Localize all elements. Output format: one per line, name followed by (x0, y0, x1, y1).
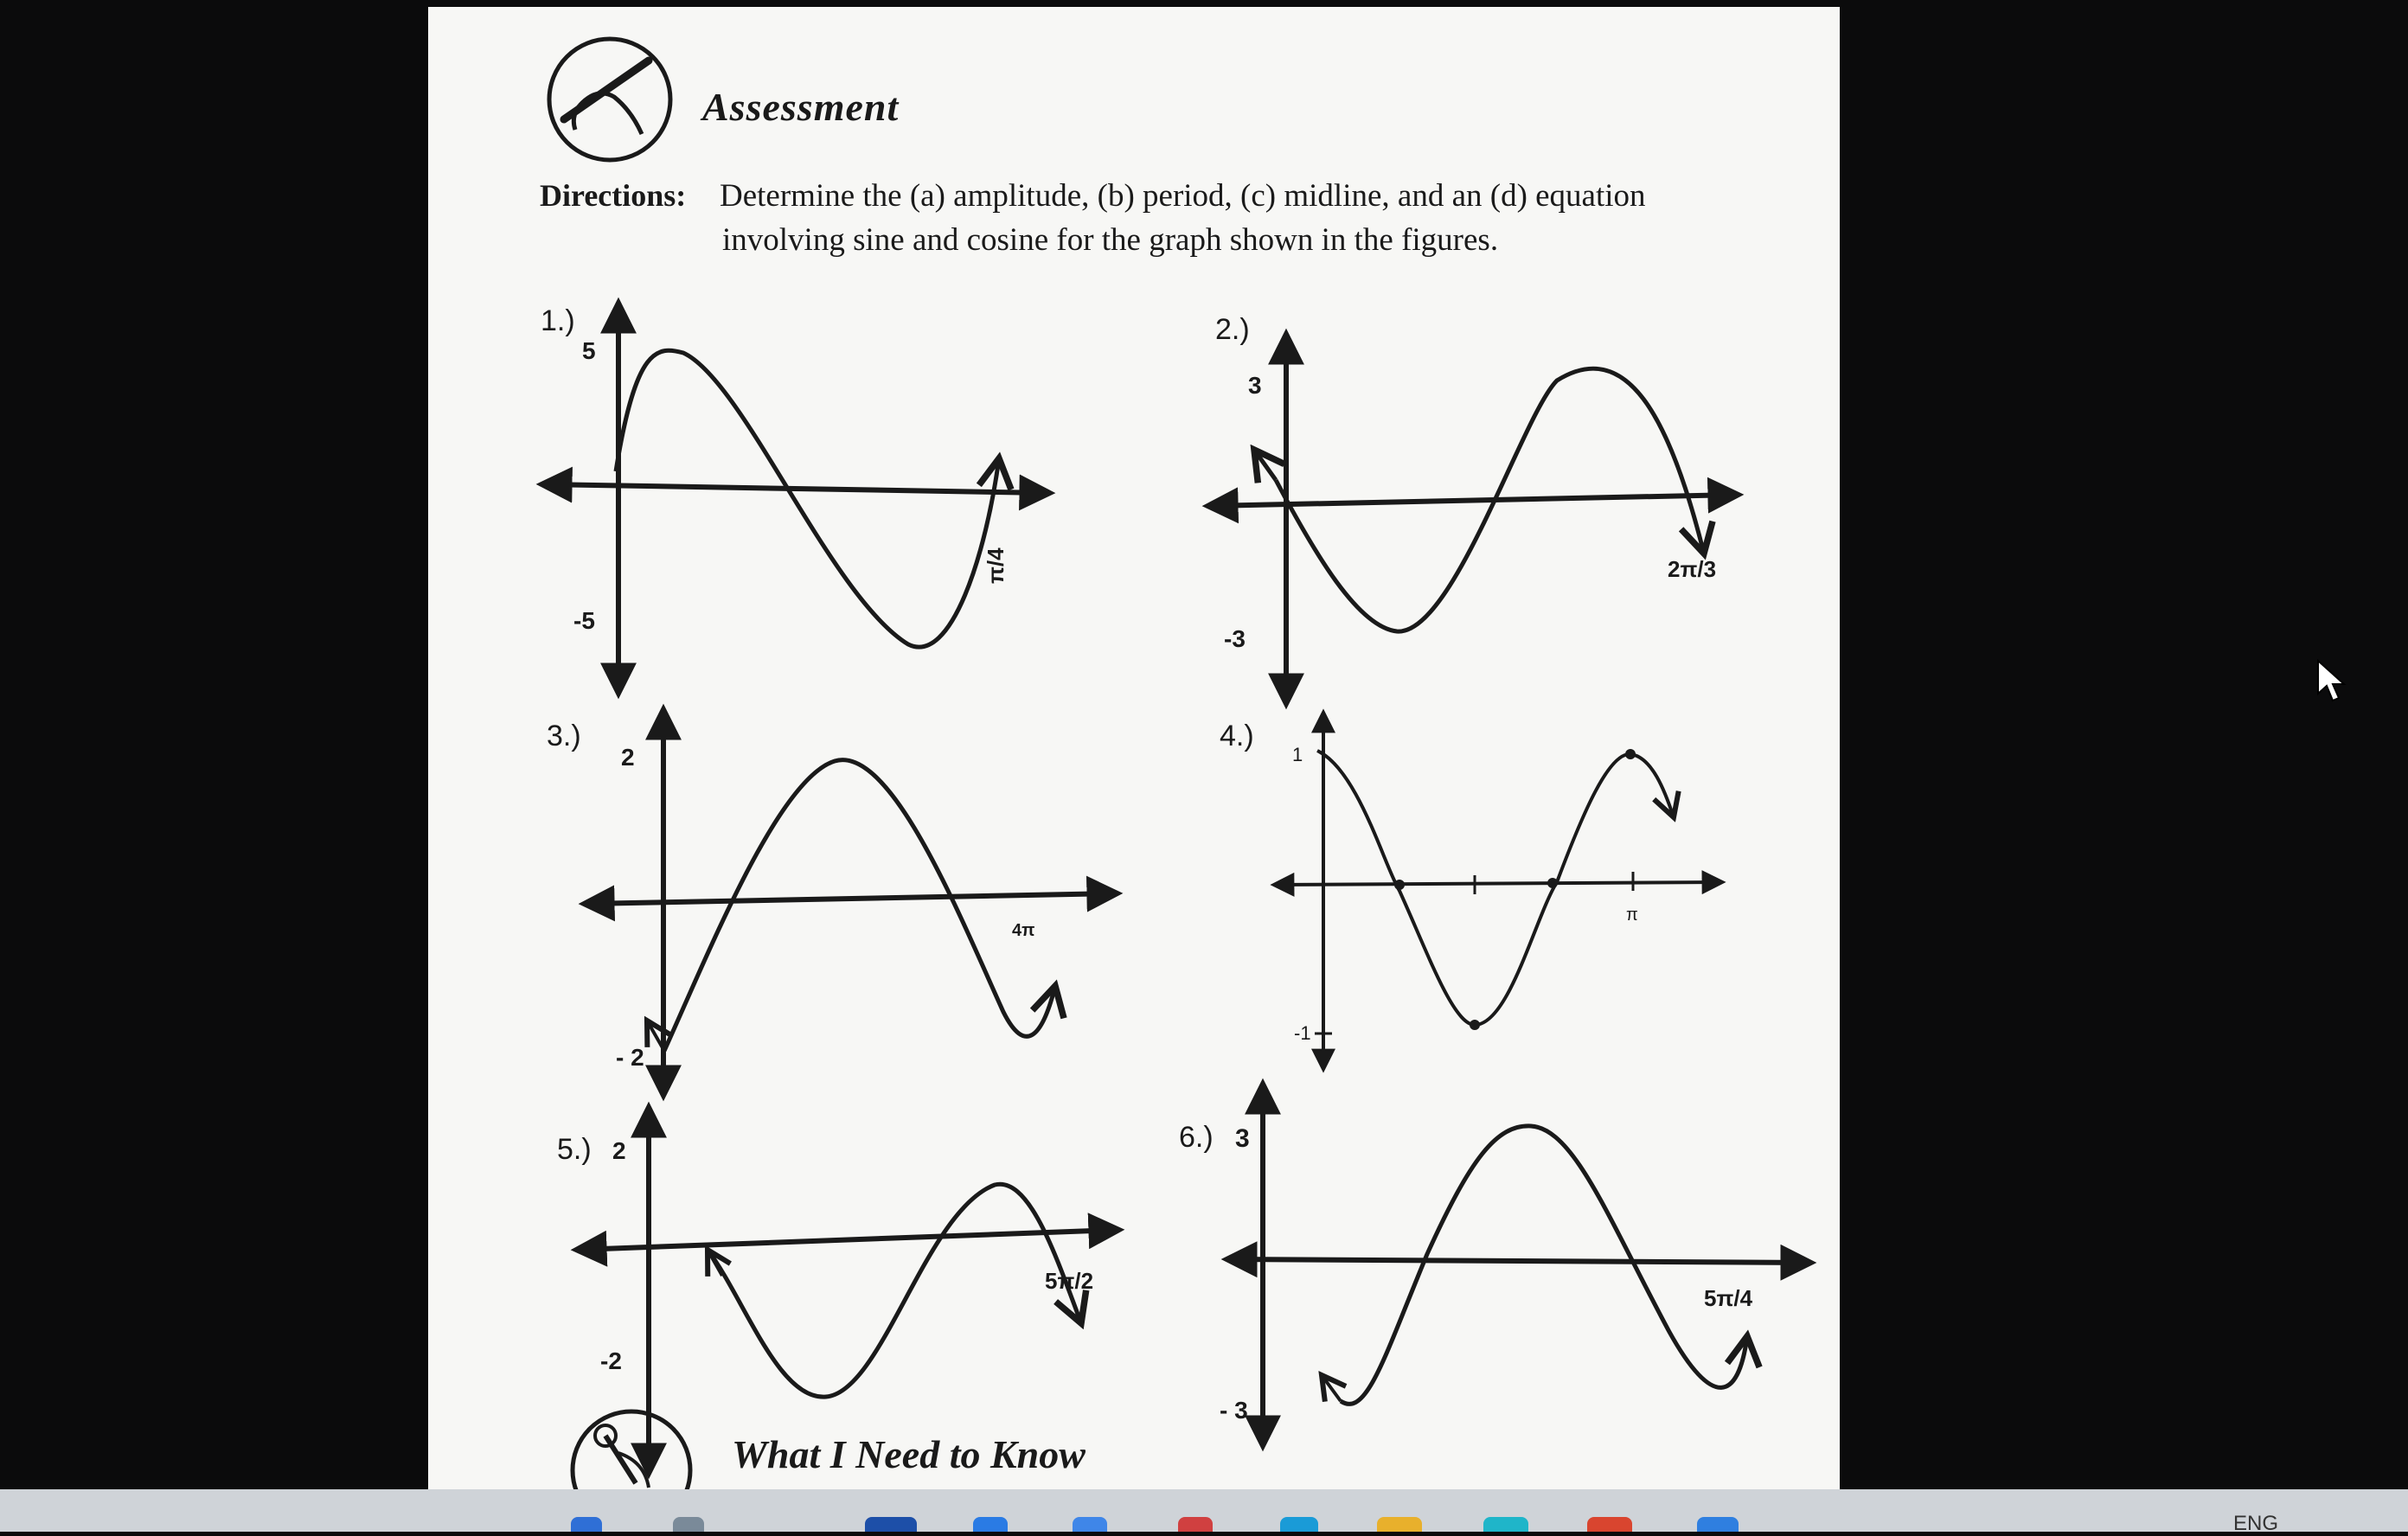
taskbar-app-icon[interactable] (1587, 1517, 1632, 1532)
graph-4-curve (1317, 751, 1674, 1025)
graph-4-label: 4.) (1220, 720, 1254, 752)
taskbar-app-icon[interactable] (1377, 1517, 1422, 1532)
graph-2-xtick: 2π/3 (1668, 556, 1717, 582)
graph-2 (1209, 313, 1737, 702)
taskbar-app-icon[interactable] (571, 1517, 602, 1532)
graph-4-xtick: π (1626, 906, 1638, 925)
taskbar-app-icon[interactable] (1073, 1517, 1107, 1532)
graph-2-label: 2.) (1215, 313, 1250, 346)
graph-3-ytick-bottom: - 2 (616, 1044, 644, 1071)
graph-1-curve (616, 350, 999, 647)
what-i-need-to-know-title: What I Need to Know (732, 1432, 1086, 1476)
graph-1 (541, 304, 1048, 692)
graph-1-ytick-top: 5 (582, 337, 596, 364)
graph-5-x-axis (578, 1230, 1118, 1250)
language-indicator[interactable]: ENG (2233, 1512, 2279, 1535)
taskbar-app-icon[interactable] (1697, 1517, 1739, 1532)
graph-5-xtick: 5π/2 (1045, 1268, 1094, 1294)
taskbar (0, 1489, 2408, 1532)
taskbar-app-icon[interactable] (1178, 1517, 1213, 1532)
graph-3-curve (664, 760, 1055, 1051)
graph-2-ytick-top: 3 (1248, 372, 1262, 399)
graph-6-ytick-bottom: - 3 (1220, 1397, 1248, 1424)
graph-1-xtick: π/4 (983, 547, 1009, 584)
graph-3-label: 3.) (547, 720, 581, 752)
graph-6-ytick-top: 3 (1235, 1124, 1250, 1153)
graph-6 (1179, 1085, 1809, 1444)
graph-5-label: 5.) (557, 1133, 592, 1166)
graph-6-curve (1341, 1126, 1747, 1404)
graph-2-ytick-bottom: -3 (1224, 625, 1246, 652)
assessment-title: Assessment (702, 85, 900, 129)
taskbar-app-icon[interactable] (673, 1517, 704, 1532)
graph-3 (547, 711, 1116, 1094)
graph-5-curve (708, 1184, 1081, 1397)
taskbar-app-icon[interactable] (973, 1517, 1008, 1532)
directions-text-line-1: Determine the (a) amplitude, (b) period, (c) midline, and an (d) equation (720, 178, 1646, 214)
graph-6-xtick: 5π/4 (1704, 1285, 1753, 1311)
graph-5-ytick-top: 2 (612, 1137, 626, 1164)
graph-4 (1220, 714, 1721, 1068)
graph-5-ytick-bottom: -2 (600, 1347, 622, 1374)
taskbar-app-icon[interactable] (1280, 1517, 1318, 1532)
graph-4-ytick-top: 1 (1292, 744, 1303, 765)
graph-4-x-axis (1275, 882, 1721, 885)
graph-6-x-axis (1228, 1259, 1809, 1263)
taskbar-app-icon[interactable] (1483, 1517, 1528, 1532)
graph-1-ytick-bottom: -5 (573, 607, 595, 634)
graph-6-label: 6.) (1179, 1121, 1214, 1154)
mouse-pointer-icon (2316, 659, 2347, 704)
graph-1-label: 1.) (541, 304, 575, 337)
directions-label: Directions: (540, 178, 687, 213)
graph-3-xtick: 4π (1012, 921, 1035, 940)
touch-hand-icon (567, 1401, 696, 1496)
directions-text-line-2: involving sine and cosine for the graph shown in the figures. (722, 222, 1499, 258)
graph-3-ytick-top: 2 (621, 744, 635, 771)
taskbar-app-icon[interactable] (865, 1517, 917, 1532)
graph-4-ytick-bottom: -1 (1294, 1022, 1311, 1044)
